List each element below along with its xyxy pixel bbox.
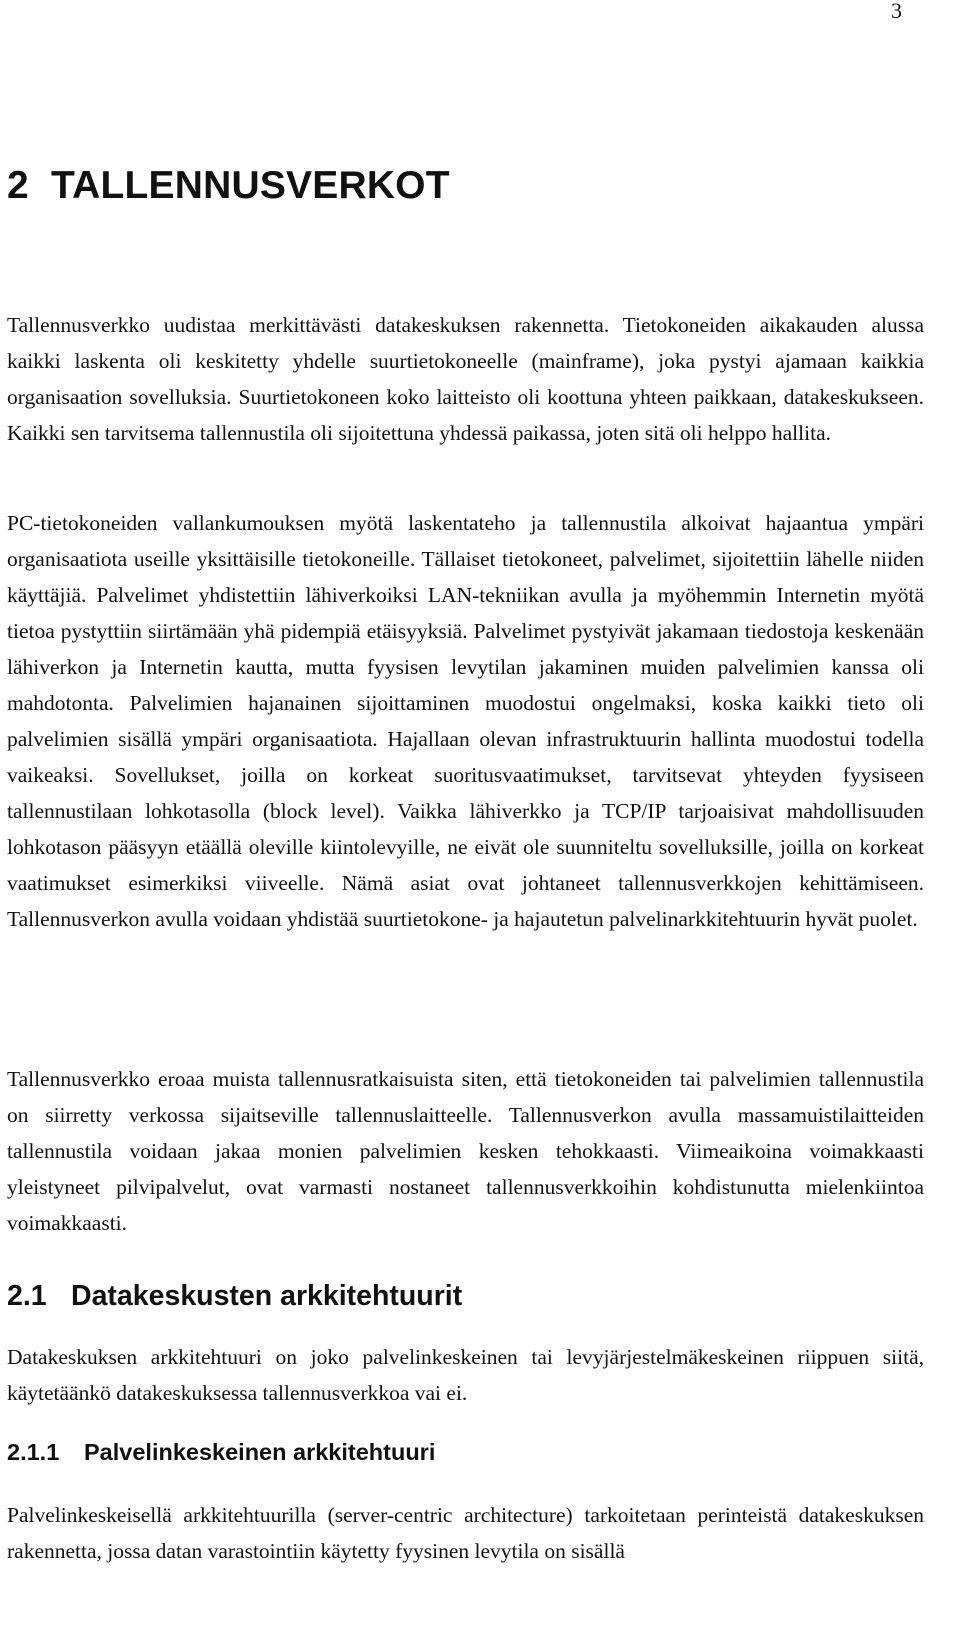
section-heading-2-1 bbox=[7, 1278, 462, 1314]
chapter-title-text: TALLENNUSVERKOT bbox=[50, 164, 450, 207]
paragraph-server-centric: Palvelinkeskeisellä arkkitehtuurilla (server-centric architecture) tarkoitetaan perinteistä datakeskuksen rakennetta, jossa datan varastointiin käytetty fyysinen levytila on sisällä bbox=[7, 1503, 924, 1563]
chapter-number: 2 bbox=[7, 164, 29, 207]
section-number: 2.1 bbox=[7, 1280, 47, 1312]
section-heading-2-1-1 bbox=[7, 1434, 435, 1470]
section-title: Datakeskusten arkkitehtuurit bbox=[71, 1280, 463, 1312]
subsection-number: 2.1.1 bbox=[7, 1439, 60, 1465]
paragraph-pc-revolution: PC-tietokoneiden vallankumouksen myötä laskentateho ja tallennustila alkoivat hajaantua ympäri organisaatiota useille yksittäisille tietokoneille. Tällaiset tietokoneet, palvelimet, sijoitettiin lähelle niiden käyttäjiä. Palvelimet yhdistettiin lähiverkoiksi LAN-tekniikan avulla ja myöhemmin Internetin myötä tietoa pystyttiin siirtämään yhä pidempiä etäisyyksiä. Palvelimet pystyivät jakamaan tiedostoja keskenään lähiverkon ja Internetin kautta, mutta fyysisen levytilan jakaminen muiden palvelimien kanssa oli mahdotonta. Palvelimien hajanainen sijoittaminen muodostui ongelmaksi, koska kaikki tieto oli palvelimien sisällä ympäri organisaatiota. Hajallaan olevan infrastruktuurin hallinta muodostui todella vaikeaksi. Sovellukset, joilla on korkeat suoritusvaatimukset, tarvitsevat yhteyden fyysiseen tallennustilaan lohkotasolla (block level). Vaikka lähiverkko ja TCP/IP tarjoaisivat mahdollisuuden lohkotason pääsyyn etäällä oleville kiintolevyille, ne eivät ole suunniteltu sovelluksille, joilla on korkeat vaatimukset esimerkiksi viiveelle. Nämä asiat ovat johtaneet tallennusverkkojen kehittämiseen. Tallennusverkon avulla voidaan yhdistää suurtietokone- ja hajautetun palvelinarkkitehtuurin hyvät puolet. bbox=[7, 511, 924, 931]
subsection-title: Palvelinkeskeinen arkkitehtuuri bbox=[84, 1439, 436, 1465]
paragraph-datacenter-architecture: Datakeskuksen arkkitehtuuri on joko palvelinkeskeinen tai levyjärjestelmäkeskeinen riippuen siitä, käytetäänkö datakeskuksessa tallennusverkkoa vai ei. bbox=[7, 1345, 924, 1405]
paragraph-intro: Tallennusverkko uudistaa merkittävästi datakeskuksen rakennetta. Tietokoneiden aikakauden alussa kaikki laskenta oli keskitetty yhdelle suurtietokoneelle (mainframe), joka pystyi ajamaan kaikkia organisaation sovelluksia. Suurtietokoneen koko laitteisto oli koottuna yhteen paikkaan, datakeskukseen. Kaikki sen tarvitsema tallennustila oli sijoitettuna yhdessä paikassa, joten sitä oli helppo hallita. bbox=[7, 313, 924, 445]
paragraph-storage-network: Tallennusverkko eroaa muista tallennusratkaisuista siten, että tietokoneiden tai palvelimien tallennustila on siirretty verkossa sijaitseville tallennuslaitteelle. Tallennusverkon avulla massamuistilaitteiden tallennustila voidaan jakaa monien palvelimien kesken tehokkaasti. Viimeaikoina voimakkaasti yleistyneet pilvipalvelut, ovat varmasti nostaneet tallennusverkkoihin kohdistunutta mielenkiintoa voimakkaasti. bbox=[7, 1067, 924, 1235]
page-number: 3 bbox=[891, 0, 902, 23]
chapter-title bbox=[7, 163, 450, 209]
